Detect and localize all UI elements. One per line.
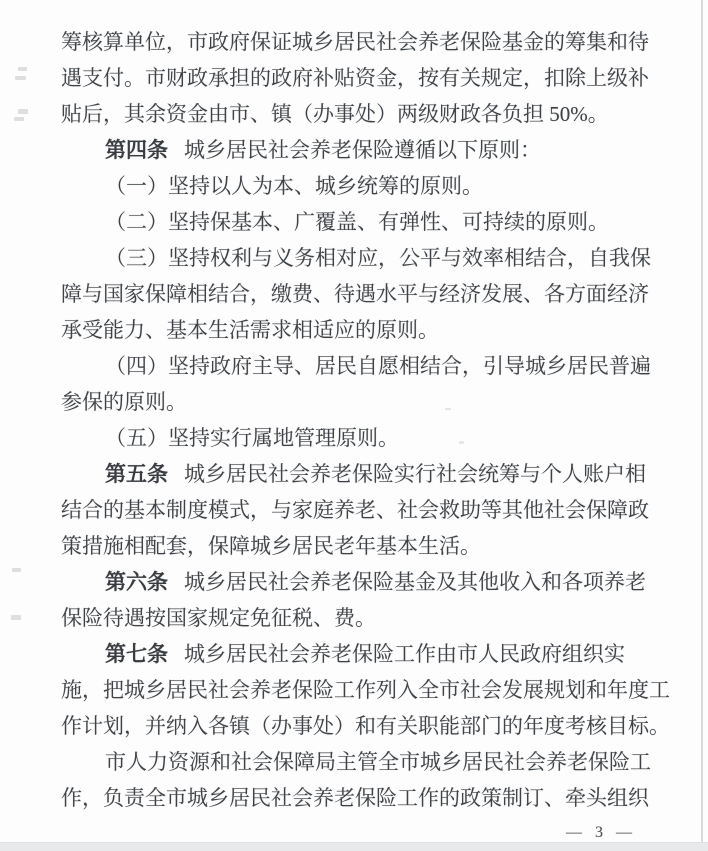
text-line: [61, 168, 657, 204]
scan-artifact: [15, 76, 26, 80]
line-text: （四）坚持政府主导、居民自愿相结合，引导城乡居民普遍: [105, 354, 651, 378]
scan-artifact: [12, 568, 21, 572]
text-line: [61, 744, 657, 780]
line-text: 结合的基本制度模式，与家庭养老、社会救助等其他社会保障政: [61, 498, 649, 522]
scan-artifact: [459, 441, 464, 444]
text-line: [61, 204, 657, 240]
text-line: [61, 348, 657, 384]
line-text: （二）坚持保基本、广覆盖、有弹性、可持续的原则。: [105, 210, 609, 234]
line-text: 作计划，并纳入各镇（办事处）和有关职能部门的年度考核目标。: [61, 714, 670, 738]
text-line: [61, 240, 657, 276]
text-line: [61, 96, 657, 132]
line-text: 市人力资源和社会保障局主管全市城乡居民社会养老保险工: [105, 750, 651, 774]
text-line: [61, 636, 657, 672]
text-line: [61, 492, 657, 528]
text-line: [61, 672, 670, 708]
text-line: [61, 708, 670, 744]
document-body: [61, 24, 670, 816]
line-text: 承受能力、基本生活需求相适应的原则。: [61, 318, 439, 342]
scan-artifact: [445, 408, 451, 410]
text-line: [61, 780, 657, 816]
article-number: 第五条: [105, 462, 168, 486]
text-line: [61, 24, 657, 60]
page-number: — 3 —: [566, 824, 634, 841]
line-text: 策措施相配套，保障城乡居民老年基本生活。: [61, 534, 481, 558]
scan-bottom-edge: [0, 842, 708, 851]
text-line: [61, 276, 657, 312]
text-line: [61, 312, 657, 348]
line-text: 筹核算单位，市政府保证城乡居民社会养老保险基金的筹集和待: [61, 30, 649, 54]
line-text: 障与国家保障相结合，缴费、待遇水平与经济发展、各方面经济: [61, 282, 649, 306]
line-text: 城乡居民社会养老保险基金及其他收入和各项养老: [184, 570, 646, 594]
text-line: [61, 132, 657, 168]
article-number: 第四条: [105, 138, 168, 162]
scan-artifact: [18, 67, 27, 71]
scan-artifact: [18, 109, 28, 114]
line-text: 参保的原则。: [61, 390, 187, 414]
line-text: 保险待遇按国家规定免征税、费。: [61, 606, 376, 630]
line-text: （三）坚持权利与义务相对应，公平与效率相结合，自我保: [105, 246, 651, 270]
text-line: [61, 564, 657, 600]
text-line: [61, 456, 657, 492]
article-number: 第七条: [105, 642, 168, 666]
line-text: 城乡居民社会养老保险实行社会统筹与个人账户相: [184, 462, 646, 486]
text-line: [61, 420, 657, 456]
page-edge-line: [701, 0, 703, 851]
article-number: 第六条: [105, 570, 168, 594]
line-text: 遇支付。市财政承担的政府补贴资金，按有关规定，扣除上级补: [61, 66, 649, 90]
text-line: [61, 60, 657, 96]
line-text: 施，把城乡居民社会养老保险工作列入全市社会发展规划和年度工: [61, 678, 670, 702]
scan-artifact: [14, 117, 24, 121]
line-text: （一）坚持以人为本、城乡统筹的原则。: [105, 174, 483, 198]
text-line: [61, 528, 657, 564]
text-line: [61, 600, 657, 636]
line-text: （五）坚持实行属地管理原则。: [105, 426, 399, 450]
line-text: 作，负责全市城乡居民社会养老保险工作的政策制订、牵头组织: [61, 786, 649, 810]
scan-artifact: [11, 615, 21, 620]
text-line: [61, 384, 657, 420]
line-text: 城乡居民社会养老保险工作由市人民政府组织实: [184, 642, 625, 666]
line-text: 城乡居民社会养老保险遵循以下原则：: [184, 138, 541, 162]
line-text: 贴后，其余资金由市、镇（办事处）两级财政各负担 50%。: [61, 102, 609, 126]
